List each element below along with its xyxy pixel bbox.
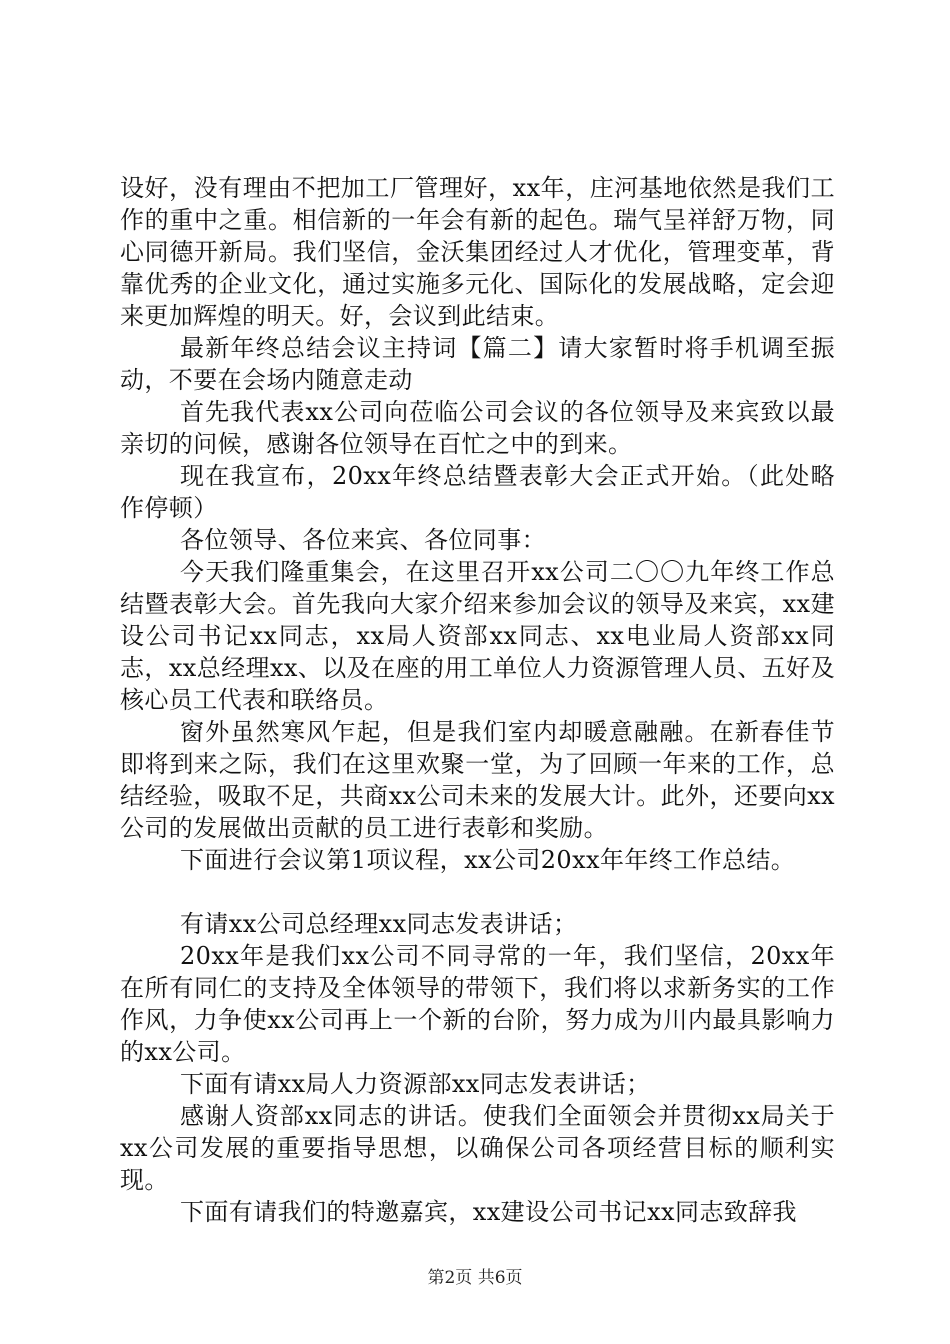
- paragraph-invite-special-guest: 下面有请我们的特邀嘉宾，xx建设公司书记xx同志致辞我: [180, 1198, 797, 1226]
- paragraph-agenda-item-one: 下面进行会议第1项议程，xx公司20xx年年终工作总结。: [180, 846, 796, 874]
- paragraph-closing-remarks: 设好，没有理由不把加工厂管理好，xx年，庄河基地依然是我们工作的重中之重。相信新的一年会有新的起色。瑞气呈祥舒万物，同心同德开新局。我们坚信，金沃集团经过人才优化，管理变革，背靠优秀的企业文化，通过实施多元化、国际化的发展战略，定会迎来更加辉煌的明天。好，会议到此结束。: [120, 174, 835, 330]
- paragraph-year-review: 20xx年是我们xx公司不同寻常的一年，我们坚信，20xx年在所有同仁的支持及全体领导的带领下，我们将以求新务实的工作作风，力争使xx公司再上一个新的台阶，努力成为川内最具影响力的xx公司。: [120, 942, 835, 1066]
- paragraph-festive-remarks: 窗外虽然寒风乍起，但是我们室内却暖意融融。在新春佳节即将到来之际，我们在这里欢聚一堂，为了回顾一年来的工作，总结经验，吸取不足，共商xx公司未来的发展大计。此外，还要向xx公司的发展做出贡献的员工进行表彰和奖励。: [120, 718, 835, 842]
- paragraph-guest-introduction: 今天我们隆重集会，在这里召开xx公司二〇〇九年终工作总结暨表彰大会。首先我向大家介绍来参加会议的领导及来宾，xx建设公司书记xx同志，xx局人资部xx同志、xx电业局人资部xx同志，xx总经理xx、以及在座的用工单位人力资源管理人员、五好及核心员工代表和联络员。: [120, 558, 835, 714]
- paragraph-greeting: 首先我代表xx公司向莅临公司会议的各位领导及来宾致以最亲切的问候，感谢各位领导在百忙之中的到来。: [120, 398, 835, 458]
- paragraph-opening-announcement: 现在我宣布，20xx年终总结暨表彰大会正式开始。（此处略作停顿）: [120, 462, 835, 522]
- paragraph-salutation: 各位领导、各位来宾、各位同事：: [180, 526, 546, 554]
- paragraph-section-two-heading: 最新年终总结会议主持词【篇二】请大家暂时将手机调至振动，不要在会场内随意走动: [120, 334, 835, 394]
- paragraph-invite-general-manager: 有请xx公司总经理xx同志发表讲话；: [180, 910, 578, 938]
- document-body: [120, 172, 835, 1228]
- paragraph-thanks-hr: 感谢人资部xx同志的讲话。使我们全面领会并贯彻xx局关于xx公司发展的重要指导思想，以确保公司各项经营目标的顺利实现。: [120, 1102, 835, 1194]
- paragraph-invite-hr-department: 下面有请xx局人力资源部xx同志发表讲话；: [180, 1070, 651, 1098]
- page-number-footer: 第2页 共6页: [427, 1268, 523, 1288]
